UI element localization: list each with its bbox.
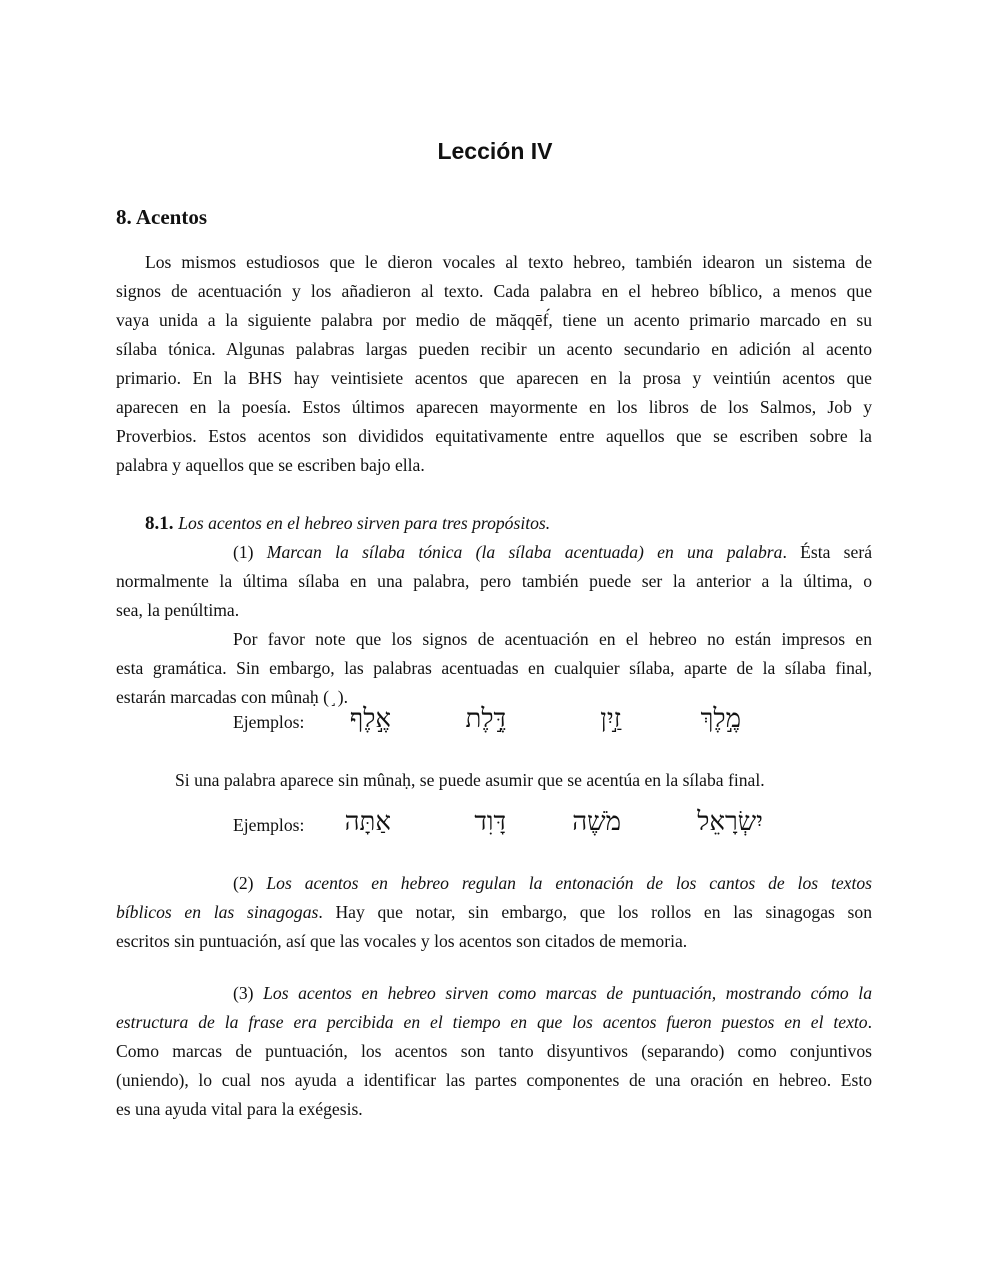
examples-label: Ejemplos: bbox=[233, 712, 305, 732]
text-segment: . bbox=[867, 1012, 872, 1032]
text-line bbox=[175, 768, 765, 792]
text-segment: primario. En la BHS hay veintisiete acentos que aparecen en la prosa y veintiún acentos que bbox=[116, 368, 872, 388]
text-line bbox=[116, 366, 872, 390]
text-line bbox=[116, 1010, 872, 1034]
text-segment: signos de acentuación y los añadieron al texto. Cada palabra en el hebreo bíblico, a menos que bbox=[116, 281, 872, 301]
text-segment: sílaba tónica. Algunas palabras largas pueden recibir un acento secundario en adición al acento bbox=[116, 339, 872, 359]
text-segment: vaya unida a la siguiente palabra por medio de măqqēf́, tiene un acento primario marcado en su bbox=[116, 310, 872, 330]
text-segment: Los acentos en hebreo regulan la entonación de los cantos de los textos bbox=[266, 873, 872, 893]
text-line bbox=[116, 1097, 363, 1121]
examples-row-final bbox=[233, 807, 873, 847]
text-segment: (3) bbox=[233, 983, 264, 1003]
hebrew-word: דָּוִד bbox=[474, 807, 506, 836]
hebrew-word: מֶ֣לֶךְ bbox=[700, 704, 741, 733]
text-line bbox=[116, 900, 872, 924]
hebrew-word: יִשְׂרָאֵל bbox=[697, 807, 763, 836]
examples-row-munah bbox=[233, 704, 873, 744]
text-segment: estructura de la frase era percibida en el tiempo en que los acentos fueron puestos en el texto bbox=[116, 1012, 868, 1032]
hebrew-word: זַ֣יִן bbox=[600, 704, 621, 733]
text-segment: bíblicos en las sinagogas bbox=[116, 902, 319, 922]
hebrew-word: אַתָּה bbox=[344, 807, 391, 836]
text-segment: Proverbios. Estos acentos son divididos equitativamente entre aquellos que se escriben sobre la bbox=[116, 426, 872, 446]
text-line bbox=[233, 871, 872, 895]
text-line bbox=[116, 279, 872, 303]
text-segment: Marcan la sílaba tónica (la sílaba acentuada) en una palabra bbox=[266, 542, 783, 562]
text-line bbox=[116, 1039, 872, 1063]
text-segment: palabra y aquellos que se escriben bajo ella. bbox=[116, 455, 425, 475]
examples-label: Ejemplos: bbox=[233, 815, 305, 835]
text-line bbox=[116, 308, 872, 332]
text-segment: Como marcas de puntuación, los acentos son tanto disyuntivos (separando) como conjuntivos bbox=[116, 1041, 872, 1061]
text-segment: Si una palabra aparece sin mûnaḥ, se puede asumir que se acentúa en la sílaba final. bbox=[175, 770, 765, 790]
text-segment: . Ésta será bbox=[782, 542, 873, 562]
section-heading: 8. Acentos bbox=[116, 205, 207, 229]
text-segment: normalmente la última sílaba en una palabra, pero también puede ser la anterior a la última, o bbox=[116, 571, 872, 591]
text-line bbox=[233, 540, 872, 564]
text-line bbox=[116, 929, 687, 953]
text-segment: (1) bbox=[233, 542, 267, 562]
text-line bbox=[116, 453, 425, 477]
text-line bbox=[116, 598, 239, 622]
hebrew-word: דֶּ֣לֶת bbox=[465, 704, 506, 733]
text-segment: Los acentos en hebreo sirven como marcas de puntuación, mostrando cómo la bbox=[263, 983, 872, 1003]
text-line bbox=[116, 1068, 872, 1092]
text-segment: Por favor note que los signos de acentuación en el hebreo no están impresos en bbox=[233, 629, 872, 649]
text-segment: estarán marcadas con mûnaḥ ( ֣ ). bbox=[116, 687, 349, 707]
text-segment: es una ayuda vital para la exégesis. bbox=[116, 1099, 363, 1119]
text-line bbox=[116, 424, 872, 448]
text-segment: (uniendo), lo cual nos ayuda a identificar las partes componentes de una oración en hebreo. Esto bbox=[116, 1070, 872, 1090]
lesson-title: Lección IV bbox=[437, 138, 553, 164]
hebrew-word: מֹשֶׁה bbox=[572, 807, 621, 836]
text-line bbox=[116, 395, 872, 419]
text-line bbox=[116, 337, 872, 361]
text-segment: esta gramática. Sin embargo, las palabras acentuadas en cualquier sílaba, aparte de la sílaba final, bbox=[116, 658, 872, 678]
text-segment: escritos sin puntuación, así que las vocales y los acentos son citados de memoria. bbox=[116, 931, 688, 951]
text-line bbox=[145, 250, 872, 274]
text-segment: sea, la penúltima. bbox=[116, 600, 240, 620]
text-segment: Los acentos en el hebreo sirven para tres propósitos. bbox=[178, 513, 551, 533]
text-line bbox=[116, 569, 872, 593]
text-segment: (2) bbox=[233, 873, 267, 893]
text-line bbox=[116, 656, 872, 680]
text-line bbox=[233, 981, 872, 1005]
hebrew-word: אֶ֣לֶף bbox=[349, 704, 391, 733]
text-line bbox=[145, 511, 550, 536]
text-segment: Los mismos estudiosos que le dieron vocales al texto hebreo, también idearon un sistema de bbox=[145, 252, 872, 272]
text-segment: . Hay que notar, sin embargo, que los rollos en las sinagogas son bbox=[318, 902, 872, 922]
text-line bbox=[233, 627, 872, 651]
text-segment: aparecen en la poesía. Estos últimos aparecen mayormente en los libros de los Salmos, Job y bbox=[116, 397, 872, 417]
text-segment: 8.1. bbox=[145, 513, 179, 534]
